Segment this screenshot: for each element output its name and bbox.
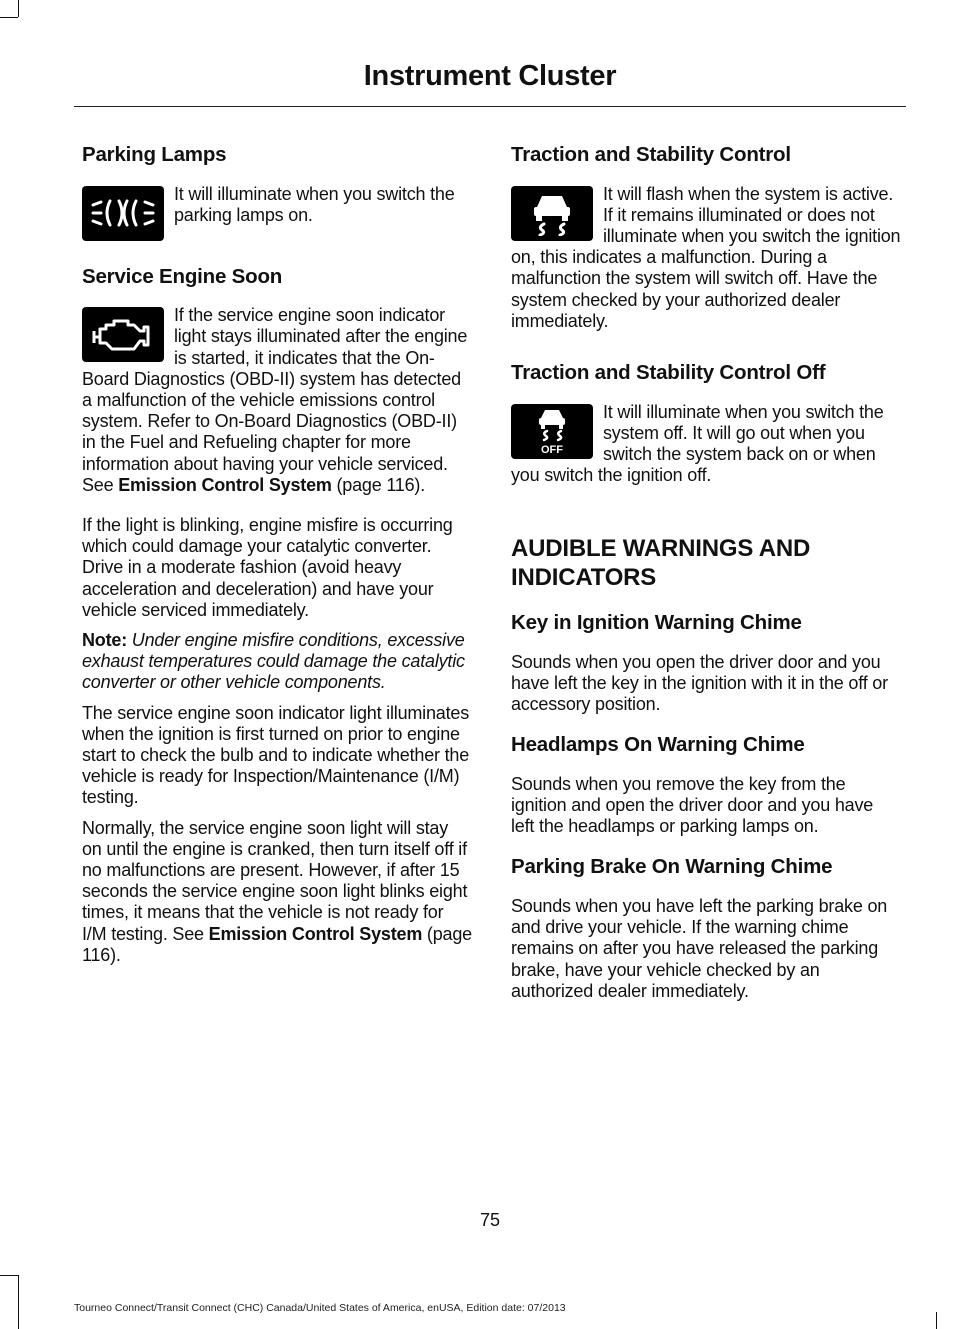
service-engine-p3: The service engine soon indicator light illuminates when the ignition is first turned on prior to engine start to check the bulb and to indicate whether the vehicle is ready for Inspection/Maintenance (I/M) testing.: [82, 702, 470, 808]
service-engine-p1-text: If the service engine soon indicator light stays illuminated after the engine is started, it indicates that the On-Board Diagnostics (OBD-II) system has detected a malfunction of the vehicle emissions control system. Refer to On-Board Diagnostics (OBD-II) in the Fuel and Refueling chapter for more information about having your vehicle serviced. See: [82, 305, 468, 495]
parking-lamps-body: [82, 184, 472, 245]
engine-icon: [82, 307, 164, 362]
service-engine-p4: [82, 818, 472, 966]
crop-mark: [0, 17, 18, 18]
headlamps-chime-text: Sounds when you remove the key from the ignition and open the driver door and you have left the headlamps or parking lamps on.: [511, 773, 874, 837]
crop-mark: [18, 1275, 19, 1329]
parking-lamps-text: It will illuminate when you switch the parking lamps on.: [174, 183, 455, 225]
note-label: Note:: [82, 630, 127, 651]
audible-warnings-heading: AUDIBLE WARNINGS AND INDICATORS: [511, 535, 811, 592]
key-chime-heading: Key in Ignition Warning Chime: [511, 611, 802, 635]
emission-control-link[interactable]: Emission Control System: [118, 474, 332, 495]
parking-lamps-icon: [82, 186, 164, 241]
note-text: Under engine misfire conditions, excessive exhaust temperatures could damage the catalytic converter or other vehicle components.: [82, 630, 465, 693]
traction-off-text: It will illuminate when you switch the system off. It will go out when you switch the system back on or when you switch the ignition off.: [511, 401, 884, 486]
traction-off-body: [511, 402, 901, 496]
traction-control-off-icon: [511, 404, 593, 459]
headlamps-chime-heading: Headlamps On Warning Chime: [511, 733, 805, 757]
page-reference: (page 116).: [82, 923, 472, 965]
traction-off-heading: Traction and Stability Control Off: [511, 361, 826, 385]
traction-text: It will flash when the system is active. If it remains illuminated or does not illuminate when you switch the ignition on, this indicates a malfunction. During a malfunction the system will switch off. Have the system checked by your authorized dealer immediately.: [511, 183, 901, 331]
service-engine-heading: Service Engine Soon: [82, 264, 283, 288]
crop-mark: [0, 1275, 18, 1276]
left-column: [82, 143, 472, 975]
service-engine-section: [82, 265, 472, 966]
audible-warnings-section: [511, 535, 901, 1002]
traction-heading: Traction and Stability Control: [511, 143, 791, 166]
page-number: 75: [479, 1210, 501, 1230]
service-engine-p2: If the light is blinking, engine misfire is occurring which could damage your catalytic converter. Drive in a moderate fashion (avoid heavy acceleration and deceleration) and have your vehicle serviced immediately.: [82, 515, 453, 620]
page-reference: (page 116).: [331, 474, 426, 495]
traction-body: [511, 184, 901, 341]
edition-footer: Tourneo Connect/Transit Connect (CHC) Canada/United States of America, enUSA, Edition date: 07/2013: [74, 1302, 566, 1314]
parking-lamps-section: [82, 143, 472, 245]
traction-off-section: [511, 361, 901, 495]
title-divider: [74, 106, 906, 107]
emission-control-link[interactable]: Emission Control System: [208, 923, 423, 944]
service-engine-p4-text: Normally, the service engine soon light will stay on until the engine is cranked, then turn itself off if no malfunctions are present. However, if after 15 seconds the service engine soon light blinks eight times, it means that the vehicle is not ready for I/M testing. See: [82, 817, 468, 944]
parking-lamps-heading: Parking Lamps: [82, 143, 227, 166]
off-label: OFF: [541, 444, 563, 457]
brake-chime-heading: Parking Brake On Warning Chime: [511, 855, 833, 879]
crop-mark: [936, 1312, 937, 1329]
service-engine-body: [82, 305, 472, 505]
page-title: Instrument Cluster: [363, 60, 617, 92]
traction-control-icon: [511, 186, 593, 241]
right-column: [511, 143, 901, 1011]
key-chime-text: Sounds when you open the driver door and you have left the key in the ignition with it in the off or accessory position.: [511, 651, 888, 715]
crop-mark: [18, 0, 19, 17]
service-engine-note: [82, 630, 472, 694]
traction-section: [511, 143, 901, 341]
brake-chime-text: Sounds when you have left the parking brake on and drive your vehicle. If the warning chime remains on after you have released the parking brake, have your vehicle checked by an authorized dealer immediately.: [511, 896, 888, 1001]
